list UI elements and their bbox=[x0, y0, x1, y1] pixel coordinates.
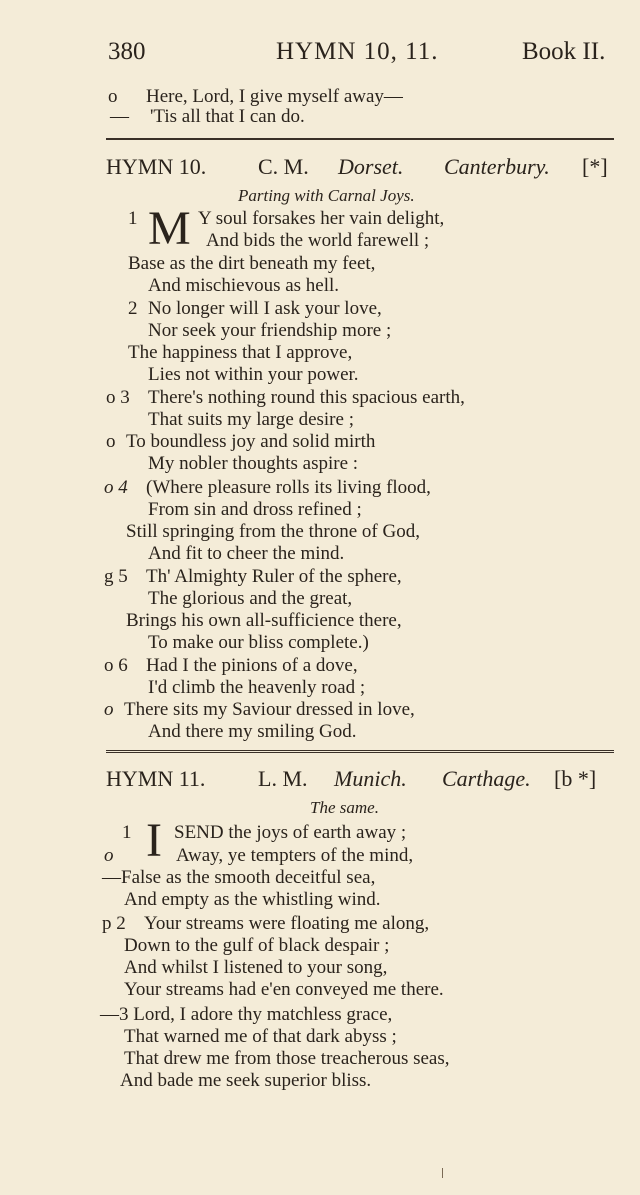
verse-line: (Where pleasure rolls its living flood, bbox=[146, 477, 431, 498]
verse-line: And bids the world farewell ; bbox=[206, 230, 430, 251]
verse-line: And there my smiling God. bbox=[148, 721, 357, 742]
hymn-heading bbox=[106, 766, 618, 796]
verse-line: The happiness that I approve, bbox=[128, 342, 353, 363]
verse-line: Y soul forsakes her vain delight, bbox=[198, 208, 445, 229]
verse-line: Lies not within your power. bbox=[148, 364, 359, 385]
verse-line: Your streams had e'en conveyed me there. bbox=[124, 979, 444, 1000]
verse-line: I'd climb the heavenly road ; bbox=[148, 677, 366, 698]
hymn-meter: C. M. bbox=[258, 154, 309, 179]
verse-line: My nobler thoughts aspire : bbox=[148, 453, 359, 474]
verse-number: o 3 bbox=[106, 387, 130, 408]
tune-name: Carthage. bbox=[442, 766, 531, 791]
verse-line: There sits my Saviour dressed in love, bbox=[124, 699, 415, 720]
verse-line: —False as the smooth deceitful sea, bbox=[102, 867, 376, 888]
page-number: 380 bbox=[108, 38, 146, 65]
verse-line: From sin and dross refined ; bbox=[148, 499, 362, 520]
verse-line: Your streams were floating me along, bbox=[144, 913, 430, 934]
line-mark: o bbox=[106, 431, 116, 452]
verse-line: And fit to cheer the mind. bbox=[148, 543, 345, 564]
hymn-number: HYMN 10. bbox=[106, 154, 207, 179]
hymn-marker: [*] bbox=[582, 154, 608, 179]
hymn-meter: L. M. bbox=[258, 766, 308, 791]
verse-line: Th' Almighty Ruler of the sphere, bbox=[146, 566, 402, 587]
verse-number: 2 bbox=[128, 298, 138, 319]
verse-line: Base as the dirt beneath my feet, bbox=[128, 253, 376, 274]
verse-number: o 6 bbox=[104, 655, 128, 676]
verse-line: To make our bliss complete.) bbox=[148, 632, 369, 653]
verse-number: 1 bbox=[128, 208, 138, 229]
verse-line: —3 Lord, I adore thy matchless grace, bbox=[100, 1004, 393, 1025]
line-mark: o bbox=[104, 845, 114, 866]
tune-name: Munich. bbox=[334, 766, 407, 791]
verse-line: And mischievous as hell. bbox=[148, 275, 340, 296]
hymn-number: HYMN 11. bbox=[106, 766, 206, 791]
tune-name: Dorset. bbox=[338, 154, 404, 179]
book-label: Book II. bbox=[522, 38, 606, 65]
verse-line: And whilst I listened to your song, bbox=[124, 957, 388, 978]
section-rule bbox=[106, 138, 614, 140]
verse-line: And bade me seek superior bliss. bbox=[120, 1070, 372, 1091]
verse-line: Still springing from the throne of God, bbox=[126, 521, 420, 542]
verse-line: And empty as the whistling wind. bbox=[124, 889, 381, 910]
verse-line: Down to the gulf of black despair ; bbox=[124, 935, 390, 956]
verse-line: Away, ye tempters of the mind, bbox=[176, 845, 414, 866]
section-rule bbox=[106, 750, 614, 753]
drop-cap: M bbox=[148, 202, 191, 255]
print-speck bbox=[442, 1168, 443, 1178]
verse-number: p 2 bbox=[102, 913, 126, 934]
hymn-subtitle: Parting with Carnal Joys. bbox=[238, 186, 415, 205]
verse-number: 1 bbox=[122, 822, 132, 843]
verse-line: There's nothing round this spacious earth, bbox=[148, 387, 465, 408]
running-title: HYMN 10, 11. bbox=[276, 38, 439, 65]
line-mark: o bbox=[108, 86, 118, 107]
verse-line: SEND the joys of earth away ; bbox=[174, 822, 407, 843]
verse-line: That warned me of that dark abyss ; bbox=[124, 1026, 397, 1047]
drop-cap: I bbox=[146, 814, 162, 867]
verse-line: That suits my large desire ; bbox=[148, 409, 354, 430]
verse-line: No longer will I ask your love, bbox=[148, 298, 382, 319]
verse-line: Here, Lord, I give myself away— bbox=[146, 86, 403, 107]
line-mark: o bbox=[104, 699, 114, 720]
verse-line: The glorious and the great, bbox=[148, 588, 353, 609]
verse-line: Brings his own all-sufficience there, bbox=[126, 610, 402, 631]
verse-number: g 5 bbox=[104, 566, 128, 587]
verse-line: To boundless joy and solid mirth bbox=[126, 431, 376, 452]
verse-line: Had I the pinions of a dove, bbox=[146, 655, 358, 676]
line-mark: — bbox=[110, 106, 129, 127]
verse-number: o 4 bbox=[104, 477, 128, 498]
hymn-subtitle: The same. bbox=[310, 798, 379, 817]
verse-line: That drew me from those treacherous seas, bbox=[124, 1048, 450, 1069]
verse-line: Nor seek your friendship more ; bbox=[148, 320, 392, 341]
hymn-heading bbox=[106, 154, 618, 184]
verse-line: 'Tis all that I can do. bbox=[150, 106, 305, 127]
hymn-marker: [b *] bbox=[554, 766, 597, 791]
running-head bbox=[0, 38, 640, 72]
tune-name: Canterbury. bbox=[444, 154, 550, 179]
